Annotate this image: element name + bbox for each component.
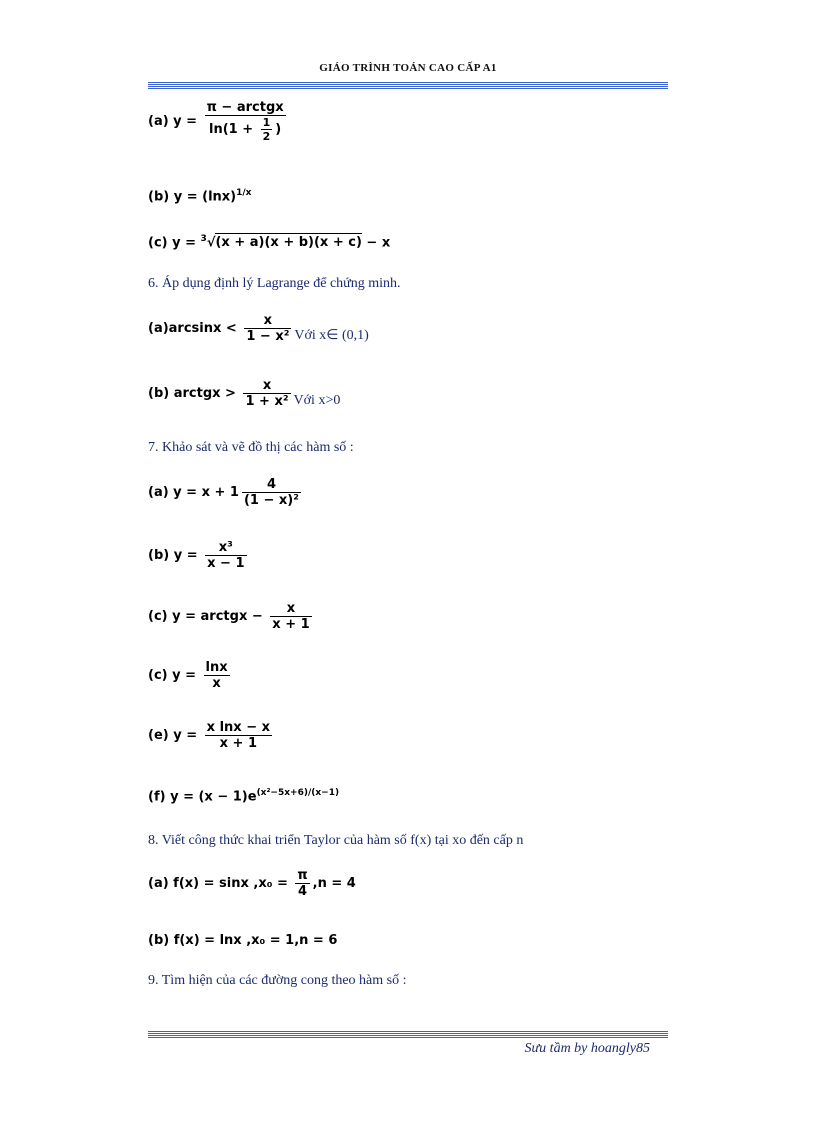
equation-7d xyxy=(148,660,233,691)
eq-tail: ,n = 4 xyxy=(312,876,356,891)
numerator: x xyxy=(244,313,291,329)
root-index: 3 xyxy=(200,234,207,244)
numerator: x lnx − x xyxy=(206,720,270,735)
equation-7c xyxy=(148,601,315,632)
eq-label: (c) y = arctgx − xyxy=(148,609,268,624)
numerator: π − arctgx xyxy=(206,100,284,115)
equation-5a xyxy=(148,100,289,143)
equation-5b xyxy=(148,188,251,204)
eq-label: (b) arctgx > xyxy=(148,386,241,401)
inner-num: 1 xyxy=(262,116,271,129)
denominator: x + 1 xyxy=(219,736,258,751)
fraction xyxy=(270,601,311,632)
header-divider xyxy=(148,82,668,89)
exponent: 1/x xyxy=(236,188,252,198)
eq-label: (b) f(x) = lnx ,x₀ = 1,n = 6 xyxy=(148,933,338,948)
denominator: x − 1 xyxy=(207,556,245,571)
equation-6a xyxy=(148,313,369,344)
equation-8b xyxy=(148,933,337,948)
eq-label: (f) y = (x − 1)e xyxy=(148,789,257,805)
equation-7e xyxy=(148,720,275,751)
denominator: 1 + x² xyxy=(245,394,289,409)
denominator: 4 xyxy=(298,884,308,899)
denominator: (1 − x)² xyxy=(243,493,299,508)
radicand: (x + a)(x + b)(x + c) xyxy=(215,235,362,251)
footer-divider xyxy=(148,1031,668,1038)
exponent: (x²−5x+6)/(x−1) xyxy=(256,788,340,798)
eq-label: (b) y = (lnx) xyxy=(148,189,237,205)
equation-7f xyxy=(148,788,339,804)
section-7-heading: 7. Khảo sát và vẽ đồ thị các hàm số : xyxy=(148,440,354,455)
page-header-title: GIÁO TRÌNH TOÁN CAO CẤP A1 xyxy=(319,62,497,74)
footer-credit: Sưu tầm by hoangly85 xyxy=(524,1041,650,1056)
eq-label: (a) y = xyxy=(148,114,202,129)
fraction xyxy=(205,100,286,143)
fraction xyxy=(204,660,230,691)
denominator: x xyxy=(212,676,221,691)
eq-label: (c) y = xyxy=(148,235,201,251)
condition-note: Với x∈ (0,1) xyxy=(294,328,369,343)
eq-label: (e) y = xyxy=(148,728,202,743)
fraction xyxy=(205,540,246,571)
numerator: lnx xyxy=(205,660,228,675)
numerator: x³ xyxy=(205,540,246,556)
eq-label: (a)arcsinx < xyxy=(148,321,242,336)
fraction xyxy=(205,720,272,751)
section-9-heading: 9. Tìm hiện của các đường cong theo hàm số : xyxy=(148,973,407,988)
numerator: x xyxy=(243,378,290,394)
inner-fraction xyxy=(261,116,273,143)
section-8-heading: 8. Viết công thức khai triển Taylor của hàm số f(x) tại xo đến cấp n xyxy=(148,833,524,848)
equation-8a xyxy=(148,868,356,899)
section-6-heading: 6. Áp dụng định lý Lagrange để chứng minh. xyxy=(148,276,401,291)
fraction xyxy=(243,378,290,409)
radical-sign: √ xyxy=(206,235,216,251)
denominator xyxy=(205,116,286,143)
eq-label: (a) y = x + 1 xyxy=(148,485,239,500)
numerator: x xyxy=(270,601,311,617)
eq-tail: − x xyxy=(361,235,391,251)
equation-6b xyxy=(148,378,340,409)
eq-label: (a) f(x) = sinx ,x₀ = xyxy=(148,876,293,891)
denominator: 1 − x² xyxy=(246,329,290,344)
fraction xyxy=(295,868,309,899)
denominator: x + 1 xyxy=(272,617,310,632)
den-text: ln(1 + xyxy=(208,122,258,137)
equation-7a xyxy=(148,477,304,508)
eq-label: (c) y = xyxy=(148,668,201,683)
inner-den: 2 xyxy=(262,130,271,143)
fraction xyxy=(244,313,291,344)
condition-note: Với x>0 xyxy=(293,393,341,408)
fraction xyxy=(242,477,301,508)
eq-label: (b) y = xyxy=(148,548,203,563)
equation-5c xyxy=(148,234,390,250)
numerator: 4 xyxy=(242,477,301,493)
numerator: π xyxy=(297,868,308,883)
den-close: ) xyxy=(275,122,282,137)
equation-7b xyxy=(148,540,250,571)
